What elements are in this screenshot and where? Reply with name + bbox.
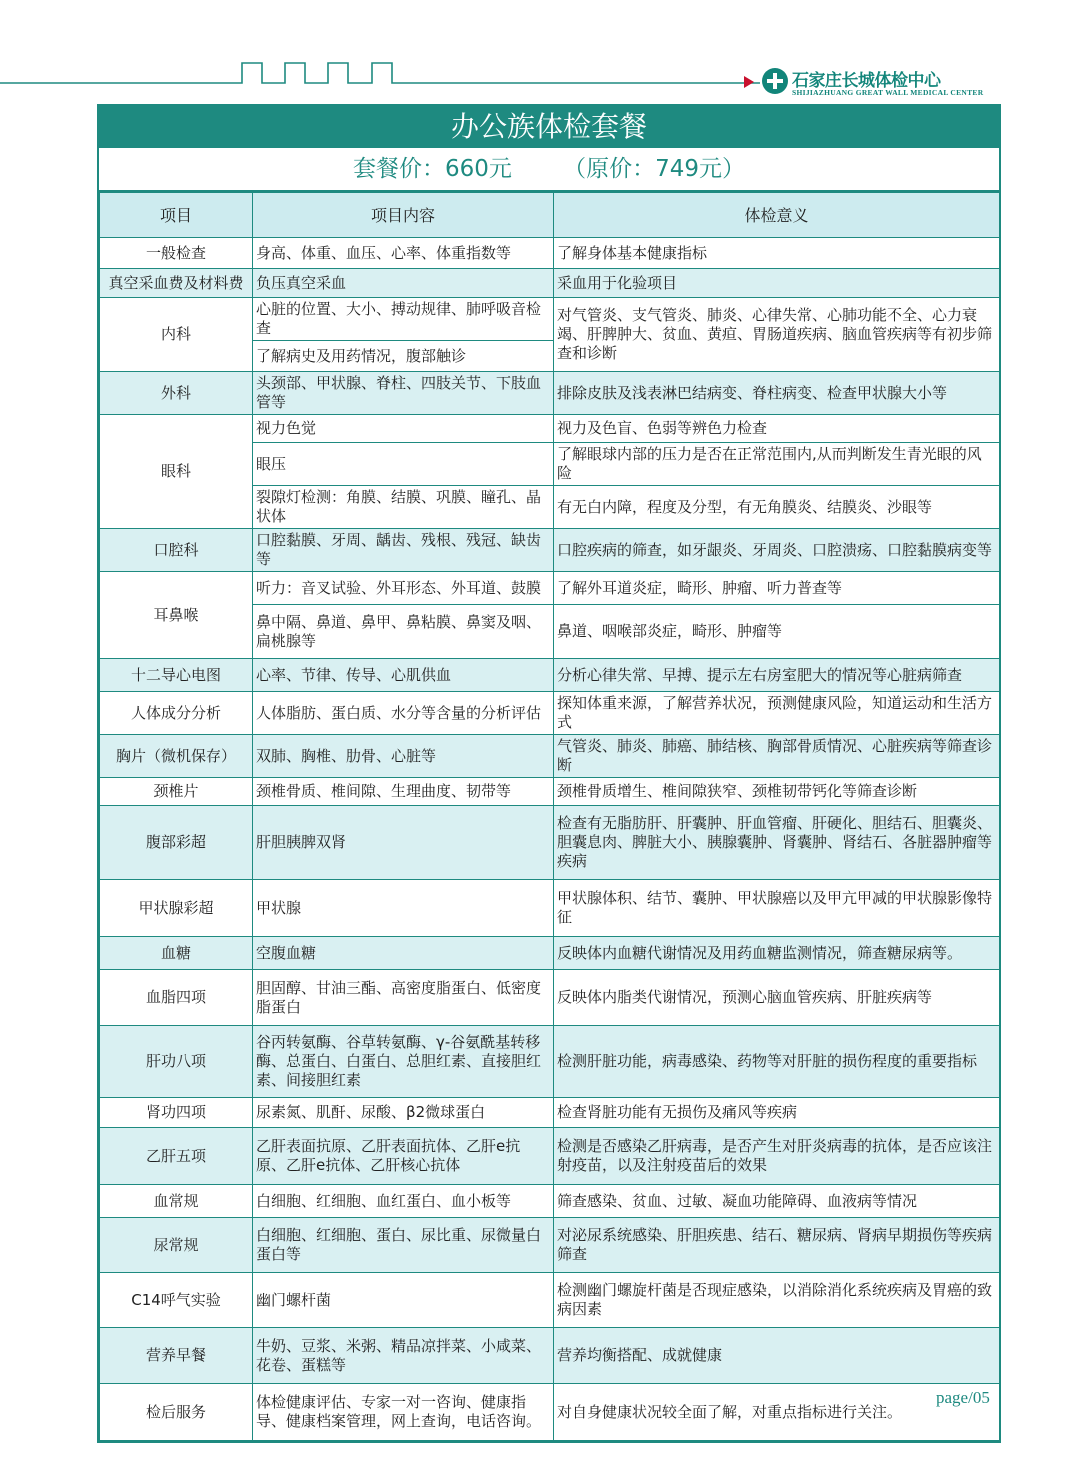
table-header [100, 193, 1000, 238]
meaning-cell: 了解身体基本健康指标 [554, 238, 1000, 269]
meaning-cell: 检查有无脂肪肝、肝囊肿、肝血管瘤、肝硬化、胆结石、胆囊炎、胆囊息肉、脾脏大小、胰腺囊肿、肾囊肿、肾结石、各脏器肿瘤等疾病 [554, 806, 1000, 880]
table-row [100, 372, 1000, 415]
item-cell: 甲状腺彩超 [100, 880, 253, 937]
item-cell: 颈椎片 [100, 778, 253, 806]
item-cell: 耳鼻喉 [100, 572, 253, 659]
table-row [100, 269, 1000, 298]
col-header-content: 项目内容 [253, 193, 554, 238]
content-cell: 鼻中隔、鼻道、鼻甲、鼻粘膜、鼻窦及咽、扁桃腺等 [253, 605, 554, 659]
table-row [100, 778, 1000, 806]
table-row [100, 1026, 1000, 1098]
content-cell: 口腔黏膜、牙周、龋齿、残根、残冠、缺齿等 [253, 529, 554, 572]
table-row [100, 692, 1000, 735]
table-row [100, 298, 1000, 341]
meaning-cell: 排除皮肤及浅表淋巴结病变、脊柱病变、检查甲状腺大小等 [554, 372, 1000, 415]
item-cell: 血常规 [100, 1185, 253, 1218]
item-cell: 内科 [100, 298, 253, 372]
item-cell: 外科 [100, 372, 253, 415]
item-cell: C14呼气实验 [100, 1273, 253, 1328]
item-cell: 肝功八项 [100, 1026, 253, 1098]
item-cell: 腹部彩超 [100, 806, 253, 880]
table-row [100, 1328, 1000, 1384]
content-cell: 肝胆胰脾双肾 [253, 806, 554, 880]
item-cell: 十二导心电图 [100, 659, 253, 692]
table-body [100, 238, 1000, 1441]
item-cell: 肾功四项 [100, 1098, 253, 1128]
content-cell: 视力色觉 [253, 415, 554, 443]
content-cell: 乙肝表面抗原、乙肝表面抗体、乙肝e抗原、乙肝e抗体、乙肝核心抗体 [253, 1128, 554, 1185]
col-header-meaning: 体检意义 [554, 193, 1000, 238]
meaning-cell: 对气管炎、支气管炎、肺炎、心律失常、心肺功能不全、心力衰竭、肝脾肿大、贫血、黄疸、胃肠道疾病、脑血管疾病等有初步筛查和诊断 [554, 298, 1000, 372]
table-row [100, 880, 1000, 937]
item-cell: 真空采血费及材料费 [100, 269, 253, 298]
content-cell: 听力：音叉试验、外耳形态、外耳道、鼓膜 [253, 572, 554, 605]
col-header-item: 项目 [100, 193, 253, 238]
content-cell: 眼压 [253, 443, 554, 486]
item-cell: 人体成分分析 [100, 692, 253, 735]
meaning-cell: 气管炎、肺炎、肺癌、肺结核、胸部骨质情况、心脏疾病等筛查诊断 [554, 735, 1000, 778]
package-title: 办公族体检套餐 [99, 106, 999, 148]
content-cell: 胆固醇、甘油三酯、高密度脂蛋白、低密度脂蛋白 [253, 970, 554, 1026]
table-row [100, 529, 1000, 572]
brand-name-cn: 石家庄长城体检中心 [792, 71, 941, 91]
table-row [100, 238, 1000, 269]
meaning-cell: 有无白内障，程度及分型，有无角膜炎、结膜炎、沙眼等 [554, 486, 1000, 529]
table-row [100, 1128, 1000, 1185]
table-row [100, 1273, 1000, 1328]
content-cell: 空腹血糖 [253, 937, 554, 970]
meaning-cell: 检查肾脏功能有无损伤及痛风等疾病 [554, 1098, 1000, 1128]
meaning-cell: 筛查感染、贫血、过敏、凝血功能障碍、血液病等情况 [554, 1185, 1000, 1218]
meaning-cell: 视力及色盲、色弱等辨色力检查 [554, 415, 1000, 443]
meaning-cell: 探知体重来源，了解营养状况，预测健康风险，知道运动和生活方式 [554, 692, 1000, 735]
content-cell: 白细胞、红细胞、血红蛋白、血小板等 [253, 1185, 554, 1218]
content-cell: 人体脂肪、蛋白质、水分等含量的分析评估 [253, 692, 554, 735]
content-cell: 头颈部、甲状腺、脊柱、四肢关节、下肢血管等 [253, 372, 554, 415]
table-row [100, 659, 1000, 692]
checkup-table [99, 192, 1000, 1441]
content-cell: 甲状腺 [253, 880, 554, 937]
content-cell: 双肺、胸椎、肋骨、心脏等 [253, 735, 554, 778]
package-price: 套餐价：660元 [352, 156, 512, 182]
meaning-cell: 检测肝脏功能，病毒感染、药物等对肝脏的损伤程度的重要指标 [554, 1026, 1000, 1098]
red-arrow-icon [744, 76, 754, 88]
item-cell: 胸片（微机保存） [100, 735, 253, 778]
meaning-cell: 对自身健康状况较全面了解，对重点指标进行关注。 [554, 1384, 1000, 1441]
table-row [100, 735, 1000, 778]
item-cell: 眼科 [100, 415, 253, 529]
content-cell: 白细胞、红细胞、蛋白、尿比重、尿微量白蛋白等 [253, 1218, 554, 1273]
content-cell: 颈椎骨质、椎间隙、生理曲度、韧带等 [253, 778, 554, 806]
content-cell: 裂隙灯检测：角膜、结膜、巩膜、瞳孔、晶状体 [253, 486, 554, 529]
content-cell: 心率、节律、传导、心肌供血 [253, 659, 554, 692]
meaning-cell: 检测幽门螺旋杆菌是否现症感染，以消除消化系统疾病及胃癌的致病因素 [554, 1273, 1000, 1328]
table-row [100, 1218, 1000, 1273]
meaning-cell: 反映体内脂类代谢情况，预测心脑血管疾病、肝脏疾病等 [554, 970, 1000, 1026]
content-cell: 幽门螺杆菌 [253, 1273, 554, 1328]
medical-cross-icon [762, 68, 788, 94]
table-row [100, 572, 1000, 605]
meaning-cell: 分析心律失常、早搏、提示左右房室肥大的情况等心脏病筛查 [554, 659, 1000, 692]
content-cell: 负压真空采血 [253, 269, 554, 298]
header-decoration [0, 58, 760, 88]
brand-name-en: SHIJIAZHUANG GREAT WALL MEDICAL CENTER [792, 88, 984, 97]
meaning-cell: 营养均衡搭配、成就健康 [554, 1328, 1000, 1384]
meaning-cell: 口腔疾病的筛查，如牙龈炎、牙周炎、口腔溃疡、口腔黏膜病变等 [554, 529, 1000, 572]
meaning-cell: 颈椎骨质增生、椎间隙狭窄、颈椎韧带钙化等筛查诊断 [554, 778, 1000, 806]
meaning-cell: 鼻道、咽喉部炎症，畸形、肿瘤等 [554, 605, 1000, 659]
original-price: （原价：749元） [563, 156, 746, 182]
page-number: page/05 [936, 1388, 990, 1407]
table-row [100, 970, 1000, 1026]
item-cell: 营养早餐 [100, 1328, 253, 1384]
table-row [100, 415, 1000, 443]
meaning-cell: 甲状腺体积、结节、囊肿、甲状腺癌以及甲亢甲减的甲状腺影像特征 [554, 880, 1000, 937]
content-cell: 尿素氮、肌酐、尿酸、β2微球蛋白 [253, 1098, 554, 1128]
table-row [100, 937, 1000, 970]
content-cell: 牛奶、豆浆、米粥、精品凉拌菜、小咸菜、花卷、蛋糕等 [253, 1328, 554, 1384]
content-cell: 身高、体重、血压、心率、体重指数等 [253, 238, 554, 269]
item-cell: 检后服务 [100, 1384, 253, 1441]
meaning-cell: 采血用于化验项目 [554, 269, 1000, 298]
price-row [99, 148, 999, 192]
content-cell: 心脏的位置、大小、搏动规律、肺呼吸音检查 [253, 298, 554, 341]
meaning-cell: 对泌尿系统感染、肝胆疾患、结石、糖尿病、肾病早期损伤等疾病筛查 [554, 1218, 1000, 1273]
package-sheet [97, 104, 1001, 1443]
table-row [100, 806, 1000, 880]
meaning-cell: 检测是否感染乙肝病毒，是否产生对肝炎病毒的抗体，是否应该注射疫苗，以及注射疫苗后的效果 [554, 1128, 1000, 1185]
table-row [100, 1384, 1000, 1441]
item-cell: 口腔科 [100, 529, 253, 572]
meaning-cell: 了解外耳道炎症，畸形、肿瘤、听力普查等 [554, 572, 1000, 605]
brand-logo [744, 66, 1014, 106]
item-cell: 血脂四项 [100, 970, 253, 1026]
item-cell: 一般检查 [100, 238, 253, 269]
table-row [100, 1185, 1000, 1218]
content-cell: 了解病史及用药情况，腹部触诊 [253, 341, 554, 372]
item-cell: 尿常规 [100, 1218, 253, 1273]
table-row [100, 1098, 1000, 1128]
meaning-cell: 了解眼球内部的压力是否在正常范围内,从而判断发生青光眼的风险 [554, 443, 1000, 486]
content-cell: 体检健康评估、专家一对一咨询、健康指导、健康档案管理，网上查询，电话咨询。 [253, 1384, 554, 1441]
meaning-cell: 反映体内血糖代谢情况及用药血糖监测情况，筛查糖尿病等。 [554, 937, 1000, 970]
content-cell: 谷丙转氨酶、谷草转氨酶、γ-谷氨酰基转移酶、总蛋白、白蛋白、总胆红素、直接胆红素、间接胆红素 [253, 1026, 554, 1098]
item-cell: 血糖 [100, 937, 253, 970]
item-cell: 乙肝五项 [100, 1128, 253, 1185]
